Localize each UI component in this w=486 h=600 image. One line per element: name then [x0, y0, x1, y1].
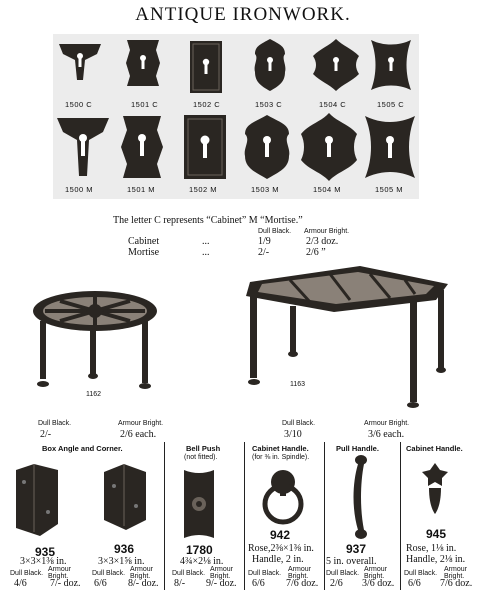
1780-armour-price: 9/- doz.: [206, 578, 237, 589]
936-dull-price: 6/6: [94, 578, 107, 589]
code-935: 935: [35, 545, 56, 559]
trivet-1162-image: [30, 286, 160, 403]
935-dull-price: 4/6: [14, 578, 27, 589]
code-937: 937: [346, 542, 367, 556]
code-936: 936: [114, 542, 135, 556]
code-1500m: 1500 M: [65, 185, 94, 194]
trivet-1163-armour-price: 3/6 each.: [368, 429, 405, 440]
code-1780: 1780: [186, 543, 213, 557]
note-col-armour: Armour Bright.: [304, 228, 350, 235]
size-935: 3×3×1⅜ in.: [20, 556, 67, 567]
cabinet-handle-942-heading: Cabinet Handle.: [252, 444, 309, 453]
cabinet-handle-942-image: [258, 468, 308, 531]
trivet-1163-dull-price: 3/10: [284, 429, 302, 440]
box-angle-heading: Box Angle and Corner.: [42, 444, 123, 453]
code-1505m: 1505 M: [375, 185, 404, 194]
escutcheon-1503c-image: [251, 38, 289, 92]
code-1163: 1163: [290, 381, 306, 388]
bell-push-heading: Bell Push: [186, 444, 221, 453]
escutcheon-1504m-image: [299, 112, 359, 182]
note-col-dull: Dull Black.: [258, 228, 292, 235]
trivet-1162-dull-price: 2/-: [40, 429, 52, 440]
942-armour-price: 7/6 doz.: [286, 578, 319, 589]
size-937: 5 in. overall.: [326, 556, 377, 567]
size-945-handle: Handle, 2⅛ in.: [406, 554, 466, 565]
escutcheon-1500m-image: [55, 114, 111, 180]
column-divider: [164, 442, 165, 590]
note-row-cabinet-dots: ...: [202, 236, 210, 247]
945-dull-label: Dull Black.: [404, 570, 438, 577]
code-1503m: 1503 M: [251, 185, 280, 194]
cabinet-handle-945-heading: Cabinet Handle.: [406, 444, 463, 453]
trivet-1162-armour-label: Armour Bright.: [118, 420, 164, 427]
code-1502c: 1502 C: [193, 100, 221, 109]
942-dull-label: Dull Black.: [248, 570, 282, 577]
935-armour-price: 7/- doz.: [50, 578, 81, 589]
escutcheon-1501c-image: [123, 38, 163, 88]
note-row-cabinet-armour: 2/3 doz.: [306, 236, 339, 247]
trivet-1162-armour-price: 2/6 each.: [120, 429, 157, 440]
size-942-handle: Handle, 2 in.: [252, 554, 304, 565]
936-armour-price: 8/- doz.: [128, 578, 159, 589]
size-945-rose: Rose, 1⅛ in.: [406, 543, 457, 554]
note-row-mortise-armour: 2/6 ”: [306, 247, 326, 258]
cabinet-handle-942-sub: (for ⅜ in. Spindle).: [252, 454, 310, 461]
box-angle-935-image: [14, 462, 60, 543]
escutcheon-1505m-image: [363, 114, 417, 180]
column-divider: [400, 442, 401, 590]
trivet-1163-dull-label: Dull Black.: [282, 420, 316, 427]
size-942-rose: Rose,2⅜×1⅜ in.: [248, 543, 314, 554]
code-1162: 1162: [86, 391, 102, 398]
box-angle-936-image: [102, 462, 148, 537]
937-armour-price: 3/6 doz.: [362, 578, 395, 589]
code-1504c: 1504 C: [319, 100, 347, 109]
bell-push-sub: (not fitted).: [184, 454, 218, 461]
note-row-mortise-label: Mortise: [128, 247, 160, 258]
code-945: 945: [426, 527, 447, 541]
code-1502m: 1502 M: [189, 185, 218, 194]
cabinet-mortise-note: The letter C represents “Cabinet” M “Mortise.”: [113, 215, 303, 226]
escutcheon-1501m-image: [119, 114, 165, 180]
1780-armour-label: Armour Bright.: [210, 566, 233, 580]
935-armour-label: Armour Bright.: [48, 566, 71, 580]
code-1501m: 1501 M: [127, 185, 156, 194]
942-dull-price: 6/6: [252, 578, 265, 589]
pull-handle-937-image: [350, 454, 372, 545]
escutcheon-1502m-image: [183, 114, 227, 180]
escutcheon-1500c-image: [57, 40, 103, 84]
size-936: 3×3×1⅝ in.: [98, 556, 145, 567]
trivet-1163-image: [240, 262, 454, 417]
column-divider: [244, 442, 245, 590]
945-armour-price: 7/6 doz.: [440, 578, 473, 589]
escutcheon-plate-image: [53, 34, 419, 199]
935-dull-label: Dull Black.: [10, 570, 44, 577]
945-dull-price: 6/6: [408, 578, 421, 589]
page-title: ANTIQUE IRONWORK.: [135, 4, 351, 25]
note-row-mortise-dots: ...: [202, 247, 210, 258]
note-row-mortise-dull: 2/-: [258, 247, 270, 258]
937-armour-label: Armour Bright.: [364, 566, 387, 580]
1780-dull-price: 8/-: [174, 578, 186, 589]
936-armour-label: Armour Bright.: [130, 566, 153, 580]
937-dull-price: 2/6: [330, 578, 343, 589]
code-1500c: 1500 C: [65, 100, 93, 109]
escutcheon-1503m-image: [241, 114, 293, 180]
code-1503c: 1503 C: [255, 100, 283, 109]
escutcheon-1504c-image: [311, 38, 361, 92]
code-1504m: 1504 M: [313, 185, 342, 194]
1780-dull-label: Dull Black.: [172, 570, 206, 577]
code-942: 942: [270, 528, 291, 542]
code-1501c: 1501 C: [131, 100, 159, 109]
pull-handle-heading: Pull Handle.: [336, 444, 379, 453]
column-divider: [324, 442, 325, 590]
936-dull-label: Dull Black.: [92, 570, 126, 577]
size-1780: 4¾×2⅛ in.: [180, 556, 224, 567]
escutcheon-1505c-image: [369, 38, 413, 92]
escutcheon-1502c-image: [189, 40, 223, 94]
note-row-cabinet-dull: 1/9: [258, 236, 271, 247]
code-1505c: 1505 C: [377, 100, 405, 109]
note-row-cabinet-label: Cabinet: [128, 236, 160, 247]
bell-push-1780-image: [180, 468, 218, 545]
945-armour-label: Armour Bright.: [444, 566, 467, 580]
trivet-1162-dull-label: Dull Black.: [38, 420, 72, 427]
937-dull-label: Dull Black.: [326, 570, 360, 577]
cabinet-handle-945-image: [420, 462, 450, 521]
942-armour-label: Armour Bright.: [288, 566, 311, 580]
trivet-1163-armour-label: Armour Bright.: [364, 420, 410, 427]
